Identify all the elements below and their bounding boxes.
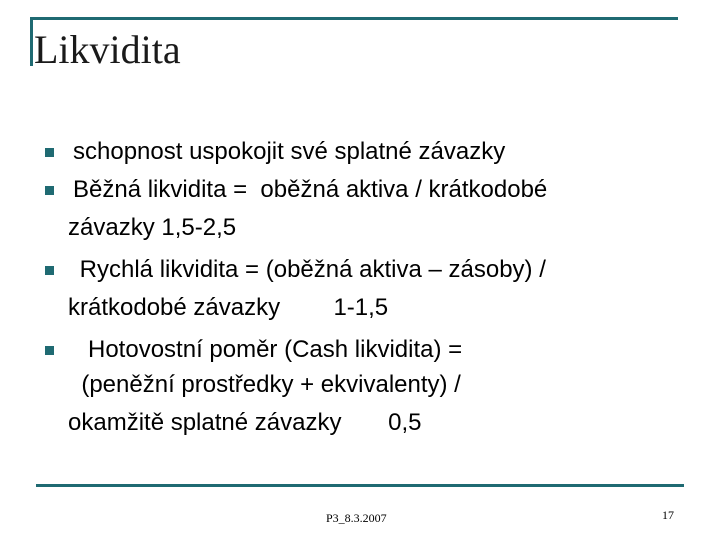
bullet-4-line-1: Hotovostní poměr (Cash likvidita) = xyxy=(68,336,463,363)
page-number: 17 xyxy=(662,508,674,522)
bullet-2-line-2: závazky 1,5-2,5 xyxy=(68,214,237,241)
square-bullet-icon xyxy=(45,346,54,355)
square-bullet-icon xyxy=(45,266,54,275)
bullet-3-line-2: krátkodobé závazky 1-1,5 xyxy=(68,294,389,321)
slide-title: Likvidita xyxy=(34,27,181,72)
footer-date: P3_8.3.2007 xyxy=(326,511,387,525)
square-bullet-icon xyxy=(45,148,54,157)
left-rule xyxy=(30,17,33,66)
bullet-3-line-1: Rychlá likvidita = (oběžná aktiva – zásoby) / xyxy=(73,256,546,283)
bullet-2-line-1: Běžná likvidita = oběžná aktiva / krátkodobé xyxy=(73,176,548,203)
bullet-4-line-2: (peněžní prostředky + ekvivalenty) / xyxy=(68,371,461,398)
bottom-rule xyxy=(36,484,684,487)
bullet-4-line-3: okamžitě splatné závazky 0,5 xyxy=(68,409,422,436)
top-rule xyxy=(30,17,678,20)
square-bullet-icon xyxy=(45,186,54,195)
bullet-1-line-1: schopnost uspokojit své splatné závazky xyxy=(73,138,506,165)
